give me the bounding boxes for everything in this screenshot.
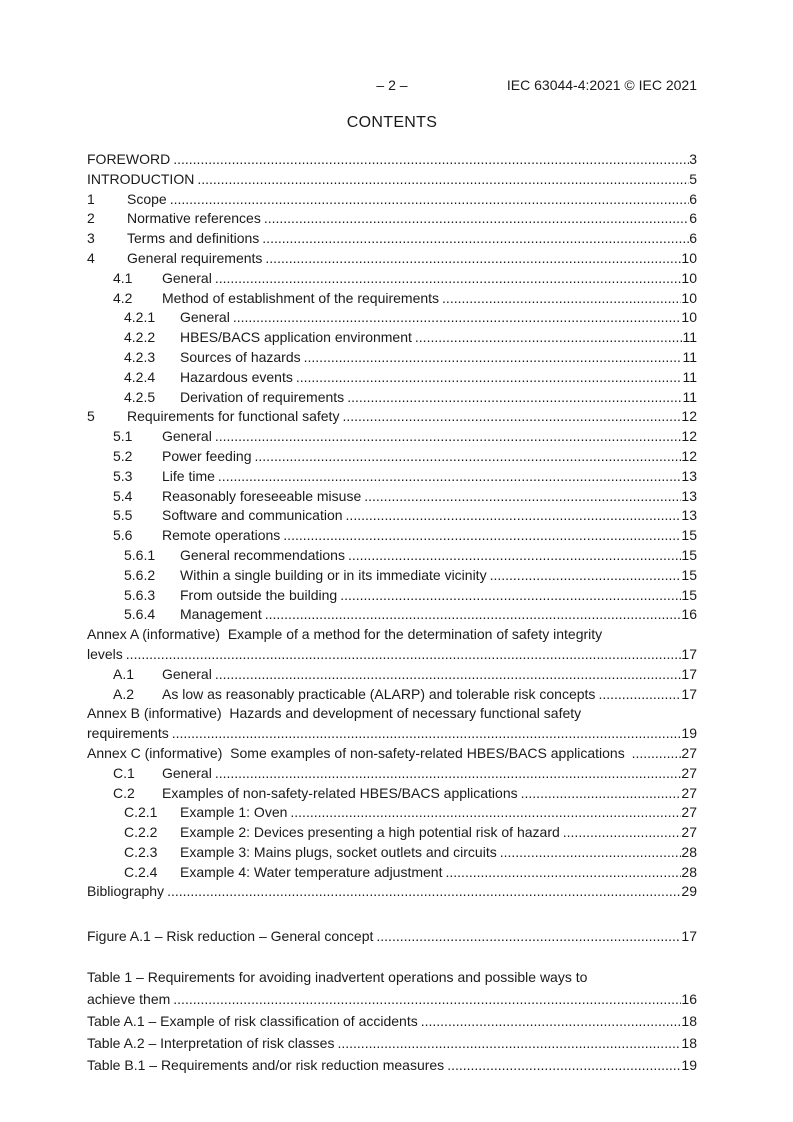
toc-entry-label: Scope	[127, 190, 167, 207]
dot-leader	[293, 368, 683, 388]
toc-entry	[87, 209, 697, 229]
toc-entry-number: 5.3	[113, 467, 133, 484]
dot-leader	[334, 1034, 681, 1054]
dot-leader	[487, 566, 682, 586]
dot-leader	[595, 685, 681, 705]
toc-entry	[87, 308, 697, 328]
toc-entry-page: 27	[681, 764, 697, 781]
toc-entry-label: Table A.2 – Interpretation of risk classes	[87, 1034, 335, 1051]
toc-entry-label: Hazardous events	[180, 368, 293, 385]
toc-entry-page: 12	[681, 408, 697, 425]
toc-list	[87, 150, 697, 902]
toc-entry-number: 5.6	[113, 527, 133, 544]
toc-entry	[87, 724, 697, 744]
toc-entry-label: Normative references	[127, 210, 261, 227]
toc-entry-page: 6	[689, 230, 697, 247]
toc-entry-label: Annex A (informative) Example of a method for the determination of safety integrity	[87, 626, 603, 643]
toc-entry-number: 5.6.2	[124, 566, 156, 583]
dot-leader	[170, 990, 681, 1010]
toc-entry	[87, 882, 697, 902]
document-reference: IEC 63044-4:2021 © IEC 2021	[506, 77, 697, 93]
toc-entry-page: 19	[681, 1056, 697, 1073]
toc-entry-label: Derivation of requirements	[180, 388, 345, 405]
dot-leader	[373, 927, 681, 947]
toc-entry-page: 13	[681, 487, 697, 504]
toc-entry-label: requirements	[87, 725, 169, 742]
dot-leader	[123, 645, 682, 665]
toc-entry-number: 4.2.2	[124, 329, 156, 346]
dot-leader	[361, 487, 681, 507]
dot-leader	[343, 506, 682, 526]
dot-leader	[252, 447, 682, 467]
toc-entry	[87, 566, 697, 586]
toc-entry-label: Table 1 – Requirements for avoiding inadvertent operations and possible ways to	[87, 968, 588, 985]
contents-title: CONTENTS	[346, 114, 438, 131]
toc-entry-label: INTRODUCTION	[87, 170, 195, 187]
toc-entry-label: Annex C (informative) Some examples of non-safety-related HBES/BACS applications	[87, 744, 629, 761]
toc-entry	[87, 764, 697, 784]
dot-leader	[167, 190, 690, 210]
toc-entry-page: 16	[681, 990, 697, 1007]
toc-entry-label: Annex B (informative) Hazards and development of necessary functional safety	[87, 705, 582, 722]
toc-entry-label: Sources of hazards	[180, 348, 301, 365]
toc-entry	[87, 968, 697, 988]
dot-leader	[301, 348, 683, 368]
dot-leader	[560, 823, 682, 843]
dot-leader	[287, 803, 681, 823]
toc-entry-number: 5.1	[113, 428, 133, 445]
toc-entry-page: 15	[681, 586, 697, 603]
dot-leader	[262, 605, 682, 625]
toc-entry	[87, 823, 697, 843]
dot-leader	[212, 269, 682, 289]
toc-entry-page: 10	[681, 309, 697, 326]
toc-entry-number: 4.1	[113, 269, 133, 286]
toc-entry-page: 15	[681, 546, 697, 563]
toc-entry-number: 1	[87, 190, 95, 207]
page-content	[87, 0, 697, 1078]
toc-entry-page: 11	[682, 348, 697, 365]
toc-entry	[87, 1034, 697, 1054]
page-number-marker: – 2 –	[376, 77, 408, 93]
toc-entry-number: 4.2	[113, 289, 133, 306]
toc-entry-page: 3	[689, 151, 697, 167]
toc-entry-page: 11	[682, 388, 697, 405]
toc-entry-number: C.2.2	[124, 824, 158, 841]
dot-leader	[412, 328, 683, 348]
toc-entry-label: Example 2: Devices presenting a high potential risk of hazard	[180, 824, 560, 841]
toc-entry-page: 13	[681, 467, 697, 484]
toc-entry-page: 16	[681, 606, 697, 623]
toc-entry	[87, 927, 697, 947]
toc-entry	[87, 744, 697, 764]
toc-entry-number: 4.2.5	[124, 388, 156, 405]
toc-entry-page: 28	[681, 863, 697, 880]
figures-list	[87, 927, 697, 947]
toc-entry-number: A.2	[113, 685, 135, 702]
toc-entry-page: 13	[681, 507, 697, 524]
toc-entry-page: 28	[681, 843, 697, 860]
toc-entry	[87, 990, 697, 1010]
toc-entry-label: General	[162, 428, 212, 445]
toc-entry-label: Management	[180, 606, 262, 623]
toc-entry-number: 4.2.4	[124, 368, 156, 385]
toc-entry-number: 4.2.1	[124, 309, 156, 326]
toc-entry-number: 5.2	[113, 447, 133, 464]
toc-entry	[87, 368, 697, 388]
toc-entry	[87, 150, 697, 170]
toc-entry-number: C.2	[113, 784, 135, 801]
toc-entry-page: 12	[681, 428, 697, 445]
toc-entry	[87, 487, 697, 507]
toc-entry	[87, 526, 697, 546]
toc-entry-number: C.2.1	[124, 804, 158, 821]
toc-entry-label: Software and communication	[162, 507, 343, 524]
toc-entry-number: 5.6.3	[124, 586, 156, 603]
toc-entry	[87, 704, 697, 724]
toc-entry-label: General requirements	[127, 249, 263, 266]
toc-entry-label: Table B.1 – Requirements and/or risk reduction measures	[87, 1056, 445, 1073]
dot-leader	[262, 249, 681, 269]
toc-entry-label: Table A.1 – Example of risk classification of accidents	[87, 1012, 418, 1029]
toc-entry-number: C.2.4	[124, 863, 158, 880]
toc-entry-label: FOREWORD	[87, 151, 171, 167]
toc-entry-label: General	[162, 269, 212, 286]
dot-leader	[230, 308, 682, 328]
toc-entry-label: General	[162, 764, 212, 781]
toc-entry-number: C.1	[113, 764, 135, 781]
toc-entry	[87, 625, 697, 645]
dot-leader	[418, 1012, 682, 1032]
dot-leader	[280, 526, 681, 546]
toc-entry-page: 17	[681, 685, 697, 702]
dot-leader	[344, 388, 682, 408]
toc-entry	[87, 190, 697, 210]
toc-entry	[87, 784, 697, 804]
dot-leader	[212, 764, 682, 784]
toc-entry-page: 15	[681, 527, 697, 544]
toc-entry-label: Requirements for functional safety	[127, 408, 340, 425]
toc-entry-page: 17	[681, 645, 697, 662]
toc-entry-number: 4.2.3	[124, 348, 156, 365]
dot-leader	[345, 546, 681, 566]
dot-leader	[439, 289, 681, 309]
toc-entry-label: Terms and definitions	[127, 230, 260, 247]
toc-entry-page: 17	[681, 927, 697, 944]
toc-entry-label: Bibliography	[87, 883, 165, 900]
toc-entry	[87, 249, 697, 269]
toc-entry-label: Figure A.1 – Risk reduction – General concept	[87, 927, 374, 944]
toc-entry-label: HBES/BACS application environment	[180, 329, 412, 346]
tables-list	[87, 968, 697, 1076]
toc-entry-label: General	[162, 665, 212, 682]
toc-entry	[87, 1012, 697, 1032]
toc-entry	[87, 863, 697, 883]
toc-entry-label: Method of establishment of the requirements	[162, 289, 440, 306]
toc-entry-number: C.2.3	[124, 843, 158, 860]
toc-entry	[87, 467, 697, 487]
toc-entry-page: 6	[689, 190, 697, 207]
toc-entry-number: 5.6.1	[124, 546, 156, 563]
dot-leader	[337, 586, 681, 606]
toc-entry-page: 11	[682, 368, 697, 385]
toc-entry-page: 27	[681, 804, 697, 821]
toc-entry-label: levels	[87, 645, 123, 662]
dot-leader	[212, 427, 682, 447]
toc-entry	[87, 586, 697, 606]
dot-leader	[212, 665, 682, 685]
toc-entry-label: General recommendations	[180, 546, 345, 563]
toc-entry-page: 19	[681, 725, 697, 742]
toc-entry-number: 5	[87, 408, 95, 425]
toc-entry-page: 15	[681, 566, 697, 583]
toc-entry	[87, 645, 697, 665]
dot-leader	[261, 209, 689, 229]
toc-entry-number: 2	[87, 210, 95, 227]
toc-entry-label: Examples of non-safety-related HBES/BACS applications	[162, 784, 518, 801]
toc-entry-number: 5.6.4	[124, 606, 156, 623]
toc-entry	[87, 388, 697, 408]
dot-leader	[444, 1056, 681, 1076]
toc-entry-page: 18	[681, 1012, 697, 1029]
toc-entry-label: Life time	[162, 467, 215, 484]
toc-entry-page: 10	[681, 289, 697, 306]
toc-entry	[87, 427, 697, 447]
toc-entry-page: 27	[681, 824, 697, 841]
toc-entry-label: Power feeding	[162, 447, 252, 464]
dot-leader	[194, 170, 689, 190]
dot-leader	[443, 863, 682, 883]
dot-leader	[497, 843, 682, 863]
toc-entry	[87, 685, 697, 705]
toc-entry	[87, 447, 697, 467]
toc-entry-label: Example 3: Mains plugs, socket outlets and circuits	[180, 843, 497, 860]
toc-entry-page: 10	[681, 269, 697, 286]
toc-entry-page: 27	[681, 784, 697, 801]
toc-entry	[87, 269, 697, 289]
toc-entry	[87, 506, 697, 526]
page-header	[87, 75, 697, 95]
toc-entry-label: Example 1: Oven	[180, 804, 288, 821]
toc-entry	[87, 546, 697, 566]
toc-entry-number: 5.4	[113, 487, 133, 504]
toc-entry-page: 10	[681, 249, 697, 266]
toc-entry-label: As low as reasonably practicable (ALARP) and tolerable risk concepts	[162, 685, 596, 702]
toc-entry-label: Example 4: Water temperature adjustment	[180, 863, 443, 880]
toc-entry-label: General	[180, 309, 230, 326]
toc-entry-page: 11	[682, 329, 697, 346]
toc-entry	[87, 803, 697, 823]
toc-entry-page: 27	[681, 744, 697, 761]
dot-leader	[339, 407, 681, 427]
toc-entry-number: 5.5	[113, 507, 133, 524]
toc-entry-number: 4	[87, 249, 95, 266]
dot-leader	[164, 882, 681, 902]
toc-entry	[87, 1056, 697, 1076]
toc-entry-page: 29	[681, 883, 697, 900]
toc-entry	[87, 328, 697, 348]
toc-entry-page: 18	[681, 1034, 697, 1051]
dot-leader	[259, 229, 689, 249]
dot-leader	[518, 784, 682, 804]
toc-entry	[87, 665, 697, 685]
toc-entry	[87, 289, 697, 309]
toc-entry-label: achieve them	[87, 990, 171, 1007]
toc-entry-label: Remote operations	[162, 527, 281, 544]
toc-entry-number: 3	[87, 230, 95, 247]
toc-entry	[87, 229, 697, 249]
toc-entry-label: Within a single building or in its immediate vicinity	[180, 566, 487, 583]
toc-entry	[87, 843, 697, 863]
toc-entry-page: 17	[681, 665, 697, 682]
toc-entry	[87, 407, 697, 427]
dot-leader	[169, 724, 682, 744]
toc-entry-page: 5	[689, 170, 697, 187]
toc-entry-label: Reasonably foreseeable misuse	[162, 487, 362, 504]
toc-entry-number: A.1	[113, 665, 135, 682]
toc-entry	[87, 605, 697, 625]
toc-entry-label: From outside the building	[180, 586, 338, 603]
toc-entry	[87, 170, 697, 190]
toc-entry-page: 12	[681, 447, 697, 464]
dot-leader	[170, 150, 689, 170]
toc-entry-page: 6	[689, 210, 697, 227]
dot-leader	[629, 744, 682, 764]
toc-entry	[87, 348, 697, 368]
dot-leader	[215, 467, 682, 487]
